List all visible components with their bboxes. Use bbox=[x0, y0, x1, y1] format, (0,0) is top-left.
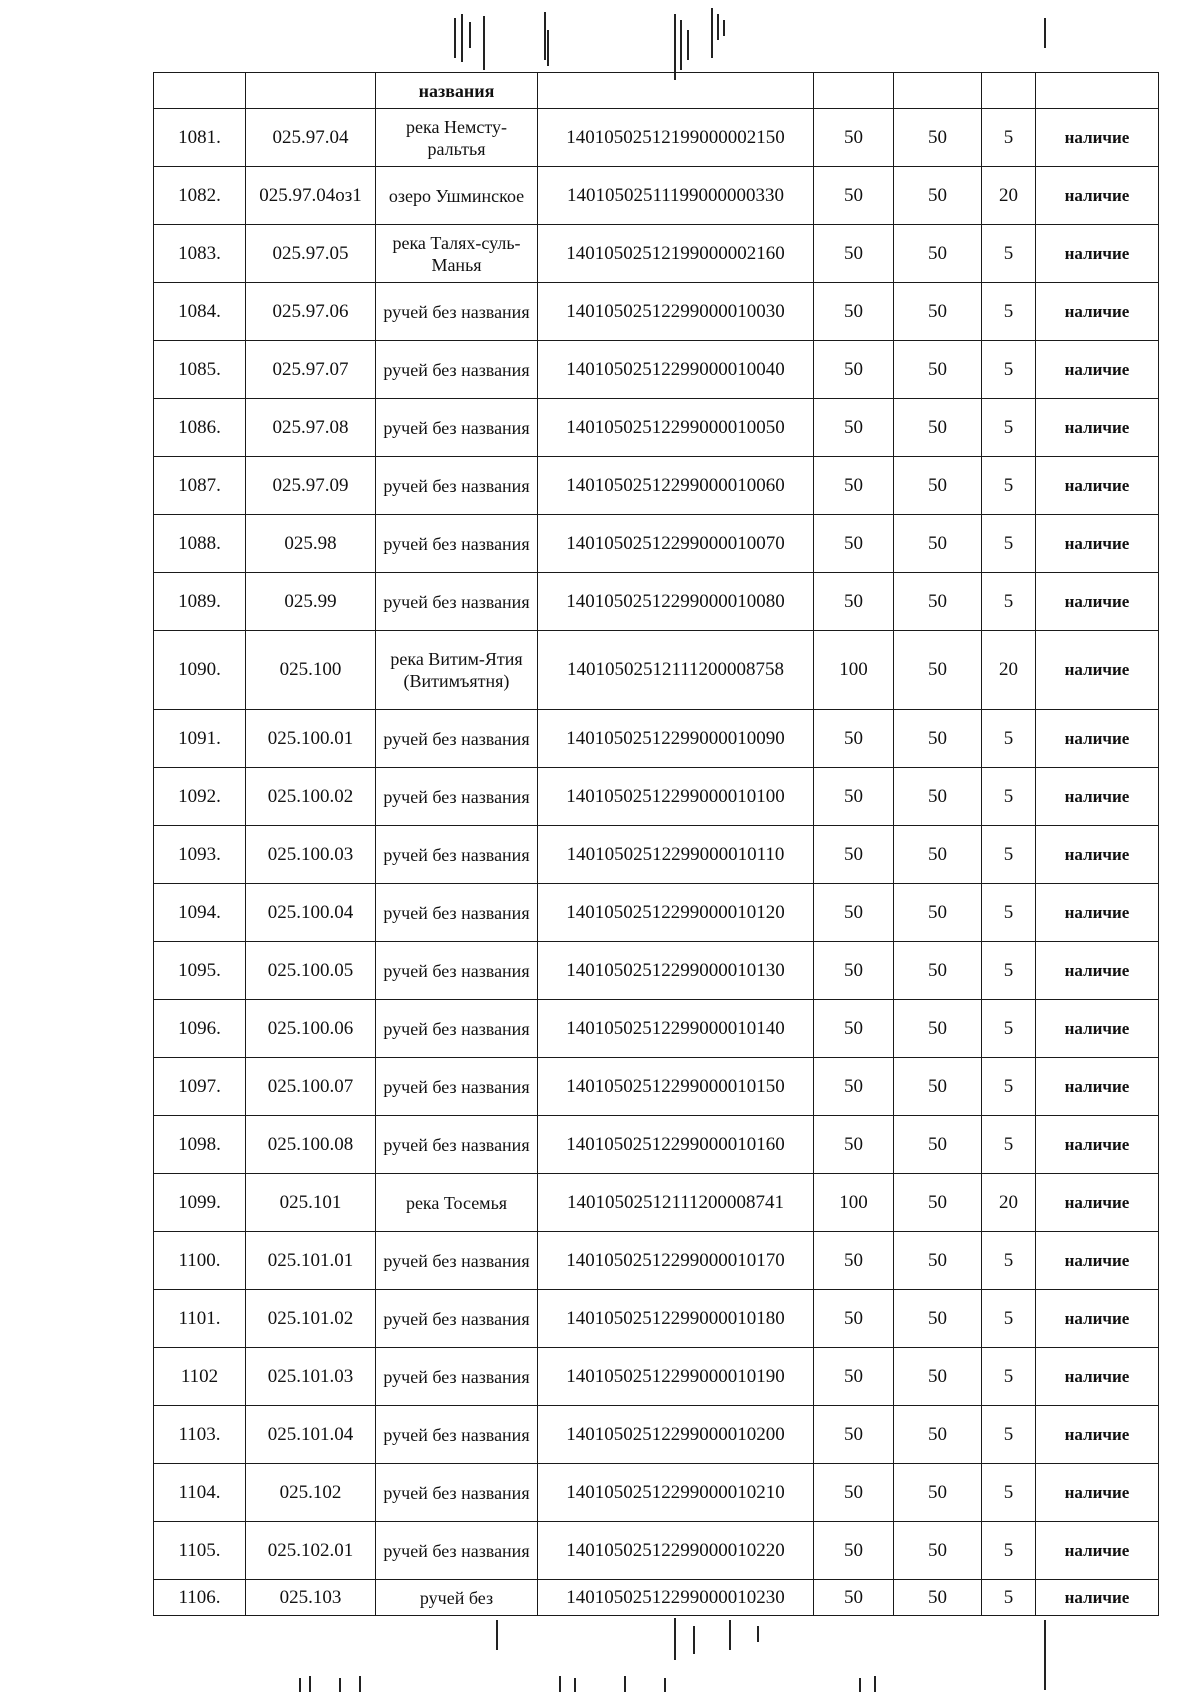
table-row bbox=[154, 942, 1159, 1000]
code-cell: 025.99 bbox=[246, 573, 376, 631]
code-cell: 025.100.01 bbox=[246, 710, 376, 768]
status-cell: наличие bbox=[1036, 167, 1159, 225]
status-cell: наличие bbox=[1036, 283, 1159, 341]
registry-id-cell: 14010502512299000010100 bbox=[538, 768, 814, 826]
row-number-cell: 1081. bbox=[154, 109, 246, 167]
value-cell-1: 50 bbox=[814, 109, 894, 167]
name-cell: ручей без названия bbox=[376, 768, 538, 826]
row-number-cell: 1095. bbox=[154, 942, 246, 1000]
value-cell-2: 50 bbox=[894, 884, 982, 942]
name-cell: река Талях-суль-Манья bbox=[376, 225, 538, 283]
row-number-cell: 1102 bbox=[154, 1348, 246, 1406]
name-cell: ручей без bbox=[376, 1580, 538, 1616]
value-cell-1: 50 bbox=[814, 942, 894, 1000]
table-row bbox=[154, 225, 1159, 283]
registry-id-cell: 14010502512299000010050 bbox=[538, 399, 814, 457]
name-cell: ручей без названия bbox=[376, 1000, 538, 1058]
code-cell: 025.100.08 bbox=[246, 1116, 376, 1174]
status-cell: наличие bbox=[1036, 826, 1159, 884]
value-cell-2: 50 bbox=[894, 225, 982, 283]
value-cell-2: 50 bbox=[894, 1232, 982, 1290]
code-cell: 025.100.04 bbox=[246, 884, 376, 942]
value-cell-3: 5 bbox=[982, 573, 1036, 631]
row-number-cell: 1084. bbox=[154, 283, 246, 341]
registry-id-cell: 14010502512299000010220 bbox=[538, 1522, 814, 1580]
value-cell-3: 5 bbox=[982, 826, 1036, 884]
value-cell-1: 50 bbox=[814, 341, 894, 399]
code-cell: 025.100.07 bbox=[246, 1058, 376, 1116]
code-cell: 025.100.02 bbox=[246, 768, 376, 826]
value-cell-3: 5 bbox=[982, 1406, 1036, 1464]
value-cell-3: 5 bbox=[982, 225, 1036, 283]
status-cell: наличие bbox=[1036, 1174, 1159, 1232]
registry-id-cell: 14010502512299000010110 bbox=[538, 826, 814, 884]
status-cell: наличие bbox=[1036, 768, 1159, 826]
row-number-cell: 1101. bbox=[154, 1290, 246, 1348]
name-cell: ручей без названия bbox=[376, 515, 538, 573]
value-cell-2: 50 bbox=[894, 283, 982, 341]
status-cell: наличие bbox=[1036, 1058, 1159, 1116]
status-cell: наличие bbox=[1036, 1580, 1159, 1616]
value-cell-2: 50 bbox=[894, 1348, 982, 1406]
value-cell-1: 50 bbox=[814, 225, 894, 283]
value-cell-1: 50 bbox=[814, 1290, 894, 1348]
value-cell-2: 50 bbox=[894, 341, 982, 399]
registry-id-cell: 14010502512299000010060 bbox=[538, 457, 814, 515]
table-row bbox=[154, 573, 1159, 631]
table-row bbox=[154, 1580, 1159, 1616]
name-cell: ручей без названия bbox=[376, 1348, 538, 1406]
code-cell: 025.97.04 bbox=[246, 109, 376, 167]
value-cell-1: 50 bbox=[814, 1232, 894, 1290]
name-cell: ручей без названия bbox=[376, 1290, 538, 1348]
row-number-cell: 1100. bbox=[154, 1232, 246, 1290]
row-number-cell: 1105. bbox=[154, 1522, 246, 1580]
row-number-cell: 1087. bbox=[154, 457, 246, 515]
code-cell: 025.101.03 bbox=[246, 1348, 376, 1406]
code-cell: 025.100 bbox=[246, 631, 376, 710]
value-cell-1: 50 bbox=[814, 167, 894, 225]
value-cell-3: 5 bbox=[982, 109, 1036, 167]
value-cell-3: 5 bbox=[982, 1348, 1036, 1406]
status-cell: наличие bbox=[1036, 1464, 1159, 1522]
value-cell-1: 50 bbox=[814, 573, 894, 631]
value-cell-1: 50 bbox=[814, 710, 894, 768]
code-cell: 025.97.07 bbox=[246, 341, 376, 399]
table-row bbox=[154, 1522, 1159, 1580]
name-cell: ручей без названия bbox=[376, 942, 538, 1000]
value-cell-3: 20 bbox=[982, 167, 1036, 225]
row-number-cell: 1088. bbox=[154, 515, 246, 573]
table-row bbox=[154, 1000, 1159, 1058]
table-row bbox=[154, 1058, 1159, 1116]
registry-id-cell: 14010502512299000010150 bbox=[538, 1058, 814, 1116]
value-cell-3: 5 bbox=[982, 283, 1036, 341]
code-cell: 025.100.06 bbox=[246, 1000, 376, 1058]
code-cell: 025.97.09 bbox=[246, 457, 376, 515]
status-cell: наличие bbox=[1036, 884, 1159, 942]
name-cell: река Тосемья bbox=[376, 1174, 538, 1232]
value-cell-3: 5 bbox=[982, 1116, 1036, 1174]
table-row bbox=[154, 1290, 1159, 1348]
status-cell: наличие bbox=[1036, 710, 1159, 768]
table-row bbox=[154, 1406, 1159, 1464]
row-number-cell: 1085. bbox=[154, 341, 246, 399]
status-cell: наличие bbox=[1036, 1406, 1159, 1464]
registry-id-cell: 14010502512299000010070 bbox=[538, 515, 814, 573]
value-cell-3: 5 bbox=[982, 1464, 1036, 1522]
value-cell-3: 20 bbox=[982, 631, 1036, 710]
name-cell: ручей без названия bbox=[376, 457, 538, 515]
value-cell-1: 50 bbox=[814, 884, 894, 942]
table-row bbox=[154, 1116, 1159, 1174]
value-cell-1: 50 bbox=[814, 1348, 894, 1406]
registry-id-cell: 14010502512299000010140 bbox=[538, 1000, 814, 1058]
name-cell: названия bbox=[376, 73, 538, 109]
name-cell: ручей без названия bbox=[376, 341, 538, 399]
value-cell-2: 50 bbox=[894, 1174, 982, 1232]
registry-id-cell: 14010502512299000010170 bbox=[538, 1232, 814, 1290]
registry-id-cell: 14010502512299000010120 bbox=[538, 884, 814, 942]
code-cell: 025.98 bbox=[246, 515, 376, 573]
value-cell-3: 5 bbox=[982, 1580, 1036, 1616]
status-cell: наличие bbox=[1036, 1290, 1159, 1348]
value-cell-1: 50 bbox=[814, 826, 894, 884]
registry-id-cell: 14010502512299000010040 bbox=[538, 341, 814, 399]
value-cell-2: 50 bbox=[894, 109, 982, 167]
name-cell: ручей без названия bbox=[376, 1464, 538, 1522]
table-row bbox=[154, 109, 1159, 167]
name-cell: ручей без названия bbox=[376, 1522, 538, 1580]
value-cell-3: 5 bbox=[982, 457, 1036, 515]
name-cell: ручей без названия bbox=[376, 1406, 538, 1464]
registry-id-cell: 14010502512299000010080 bbox=[538, 573, 814, 631]
value-cell-3: 20 bbox=[982, 1174, 1036, 1232]
value-cell-3: 5 bbox=[982, 1058, 1036, 1116]
status-cell: наличие bbox=[1036, 341, 1159, 399]
value-cell-2: 50 bbox=[894, 768, 982, 826]
name-cell: ручей без названия bbox=[376, 573, 538, 631]
registry-id-cell: 14010502512299000010160 bbox=[538, 1116, 814, 1174]
name-cell: ручей без названия bbox=[376, 710, 538, 768]
registry-id-cell: 14010502512299000010130 bbox=[538, 942, 814, 1000]
table-body bbox=[154, 73, 1159, 1616]
registry-id-cell: 14010502512299000010180 bbox=[538, 1290, 814, 1348]
row-number-cell: 1096. bbox=[154, 1000, 246, 1058]
value-cell-1: 50 bbox=[814, 457, 894, 515]
value-cell-1: 50 bbox=[814, 399, 894, 457]
value-cell-2: 50 bbox=[894, 1000, 982, 1058]
row-number-cell: 1089. bbox=[154, 573, 246, 631]
table-row bbox=[154, 884, 1159, 942]
table-row bbox=[154, 631, 1159, 710]
value-cell-1: 50 bbox=[814, 283, 894, 341]
row-number-cell: 1097. bbox=[154, 1058, 246, 1116]
value-cell-2: 50 bbox=[894, 399, 982, 457]
value-cell-2: 50 bbox=[894, 1290, 982, 1348]
row-number-cell: 1083. bbox=[154, 225, 246, 283]
value-cell-1: 50 bbox=[814, 768, 894, 826]
row-number-cell: 1104. bbox=[154, 1464, 246, 1522]
status-cell: наличие bbox=[1036, 631, 1159, 710]
status-cell: наличие bbox=[1036, 573, 1159, 631]
value-cell-3: 5 bbox=[982, 1290, 1036, 1348]
value-cell-1: 50 bbox=[814, 1580, 894, 1616]
value-cell-2: 50 bbox=[894, 1464, 982, 1522]
value-cell-2: 50 bbox=[894, 1522, 982, 1580]
row-number-cell: 1098. bbox=[154, 1116, 246, 1174]
value-cell-3: 5 bbox=[982, 1232, 1036, 1290]
table-row bbox=[154, 341, 1159, 399]
name-cell: озеро Ушминское bbox=[376, 167, 538, 225]
status-cell: наличие bbox=[1036, 1232, 1159, 1290]
row-number-cell: 1093. bbox=[154, 826, 246, 884]
table-row bbox=[154, 768, 1159, 826]
registry-id-cell: 14010502512111200008741 bbox=[538, 1174, 814, 1232]
row-number-cell: 1082. bbox=[154, 167, 246, 225]
value-cell-2: 50 bbox=[894, 457, 982, 515]
row-number-cell: 1099. bbox=[154, 1174, 246, 1232]
status-cell: наличие bbox=[1036, 942, 1159, 1000]
value-cell-3: 5 bbox=[982, 1000, 1036, 1058]
row-number-cell: 1094. bbox=[154, 884, 246, 942]
code-cell: 025.102.01 bbox=[246, 1522, 376, 1580]
table-row bbox=[154, 167, 1159, 225]
registry-id-cell: 14010502512299000010210 bbox=[538, 1464, 814, 1522]
code-cell: 025.100.05 bbox=[246, 942, 376, 1000]
name-cell: река Немсту-ральтья bbox=[376, 109, 538, 167]
registry-id-cell: 14010502512299000010090 bbox=[538, 710, 814, 768]
registry-id-cell: 14010502512111200008758 bbox=[538, 631, 814, 710]
code-cell: 025.97.06 bbox=[246, 283, 376, 341]
value-cell-1: 50 bbox=[814, 1000, 894, 1058]
status-cell: наличие bbox=[1036, 1000, 1159, 1058]
water-bodies-table bbox=[153, 72, 1159, 1616]
row-number-cell: 1092. bbox=[154, 768, 246, 826]
value-cell-2: 50 bbox=[894, 515, 982, 573]
name-cell: ручей без названия bbox=[376, 1116, 538, 1174]
row-number-cell: 1091. bbox=[154, 710, 246, 768]
value-cell-1: 50 bbox=[814, 1522, 894, 1580]
registry-id-cell: 14010502512199000002150 bbox=[538, 109, 814, 167]
name-cell: ручей без названия bbox=[376, 399, 538, 457]
row-number-cell: 1106. bbox=[154, 1580, 246, 1616]
status-cell: наличие bbox=[1036, 109, 1159, 167]
status-cell: наличие bbox=[1036, 225, 1159, 283]
code-cell: 025.97.04оз1 bbox=[246, 167, 376, 225]
value-cell-2: 50 bbox=[894, 826, 982, 884]
table-row bbox=[154, 283, 1159, 341]
table-row bbox=[154, 710, 1159, 768]
status-cell: наличие bbox=[1036, 515, 1159, 573]
value-cell-1: 100 bbox=[814, 631, 894, 710]
value-cell-3: 5 bbox=[982, 515, 1036, 573]
table-row bbox=[154, 826, 1159, 884]
value-cell-3: 5 bbox=[982, 399, 1036, 457]
value-cell-2: 50 bbox=[894, 1406, 982, 1464]
status-cell: наличие bbox=[1036, 457, 1159, 515]
row-number-cell: 1090. bbox=[154, 631, 246, 710]
value-cell-1: 50 bbox=[814, 1058, 894, 1116]
table-row bbox=[154, 399, 1159, 457]
code-cell: 025.101.02 bbox=[246, 1290, 376, 1348]
table-row-continuation bbox=[154, 73, 1159, 109]
row-number-cell: 1086. bbox=[154, 399, 246, 457]
registry-id-cell: 14010502512199000002160 bbox=[538, 225, 814, 283]
table-row bbox=[154, 457, 1159, 515]
code-cell: 025.97.08 bbox=[246, 399, 376, 457]
status-cell: наличие bbox=[1036, 1522, 1159, 1580]
value-cell-3: 5 bbox=[982, 942, 1036, 1000]
status-cell: наличие bbox=[1036, 1348, 1159, 1406]
value-cell-1: 50 bbox=[814, 1406, 894, 1464]
value-cell-1: 50 bbox=[814, 1116, 894, 1174]
value-cell-2: 50 bbox=[894, 1058, 982, 1116]
value-cell-1: 100 bbox=[814, 1174, 894, 1232]
row-number-cell: 1103. bbox=[154, 1406, 246, 1464]
name-cell: ручей без названия bbox=[376, 826, 538, 884]
value-cell-2: 50 bbox=[894, 573, 982, 631]
registry-id-cell: 14010502512299000010190 bbox=[538, 1348, 814, 1406]
registry-id-cell: 14010502511199000000330 bbox=[538, 167, 814, 225]
name-cell: река Витим-Ятия (Витимъятня) bbox=[376, 631, 538, 710]
value-cell-3: 5 bbox=[982, 884, 1036, 942]
name-cell: ручей без названия bbox=[376, 283, 538, 341]
table-row bbox=[154, 1174, 1159, 1232]
code-cell: 025.100.03 bbox=[246, 826, 376, 884]
value-cell-2: 50 bbox=[894, 942, 982, 1000]
code-cell: 025.103 bbox=[246, 1580, 376, 1616]
value-cell-2: 50 bbox=[894, 1116, 982, 1174]
table-row bbox=[154, 1348, 1159, 1406]
status-cell: наличие bbox=[1036, 399, 1159, 457]
name-cell: ручей без названия bbox=[376, 884, 538, 942]
table-row bbox=[154, 1232, 1159, 1290]
value-cell-2: 50 bbox=[894, 710, 982, 768]
code-cell: 025.101.04 bbox=[246, 1406, 376, 1464]
registry-id-cell: 14010502512299000010200 bbox=[538, 1406, 814, 1464]
code-cell: 025.101 bbox=[246, 1174, 376, 1232]
registry-id-cell: 14010502512299000010230 bbox=[538, 1580, 814, 1616]
status-cell: наличие bbox=[1036, 1116, 1159, 1174]
value-cell-3: 5 bbox=[982, 1522, 1036, 1580]
code-cell: 025.101.01 bbox=[246, 1232, 376, 1290]
value-cell-3: 5 bbox=[982, 341, 1036, 399]
value-cell-1: 50 bbox=[814, 515, 894, 573]
value-cell-2: 50 bbox=[894, 631, 982, 710]
value-cell-2: 50 bbox=[894, 167, 982, 225]
table-row bbox=[154, 1464, 1159, 1522]
registry-id-cell: 14010502512299000010030 bbox=[538, 283, 814, 341]
value-cell-2: 50 bbox=[894, 1580, 982, 1616]
name-cell: ручей без названия bbox=[376, 1232, 538, 1290]
table-row bbox=[154, 515, 1159, 573]
value-cell-3: 5 bbox=[982, 768, 1036, 826]
name-cell: ручей без названия bbox=[376, 1058, 538, 1116]
value-cell-3: 5 bbox=[982, 710, 1036, 768]
value-cell-1: 50 bbox=[814, 1464, 894, 1522]
code-cell: 025.97.05 bbox=[246, 225, 376, 283]
code-cell: 025.102 bbox=[246, 1464, 376, 1522]
